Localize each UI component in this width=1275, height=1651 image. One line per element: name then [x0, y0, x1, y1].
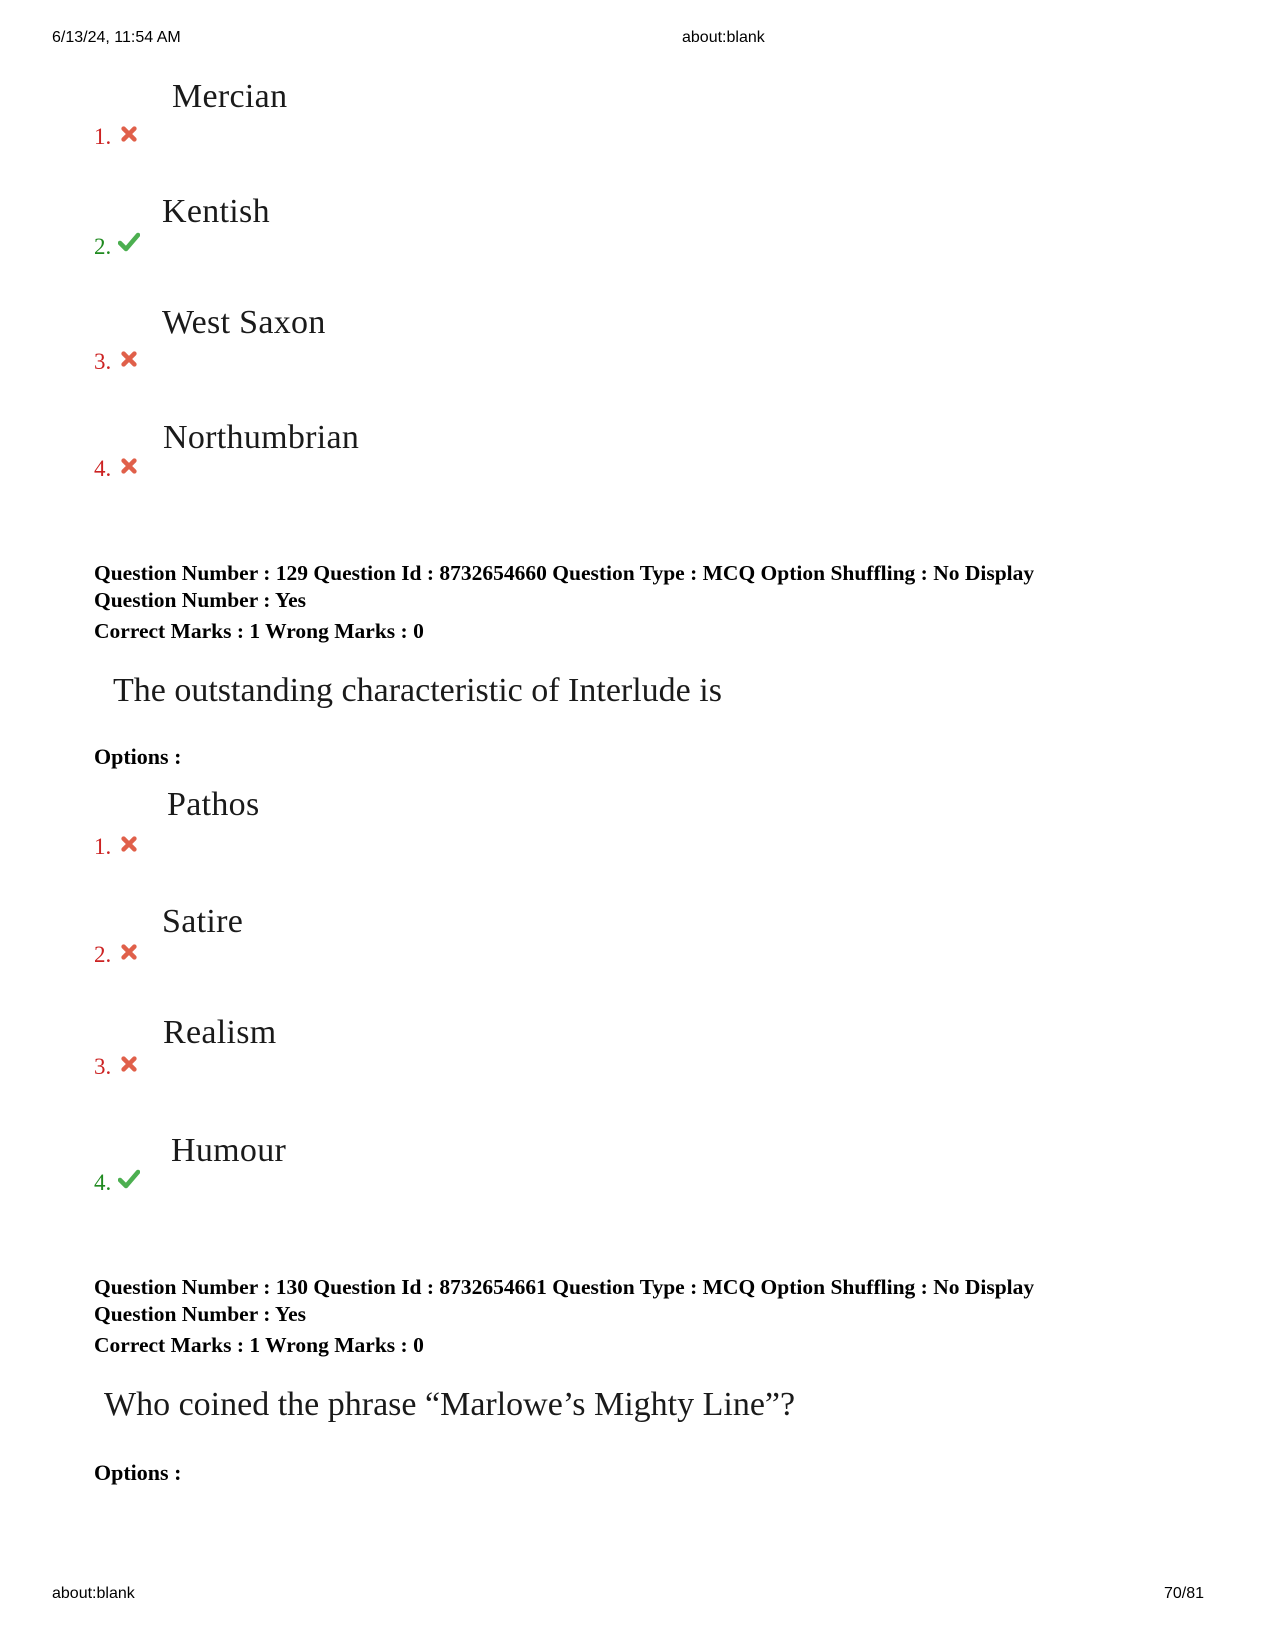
cross-icon: [120, 943, 138, 961]
option-text: West Saxon: [162, 304, 326, 341]
option-number: 4.: [94, 456, 112, 481]
question-meta-line: Question Number : Yes: [94, 588, 307, 612]
option-text: Northumbrian: [163, 419, 360, 456]
question-meta: [94, 560, 1034, 645]
print-url: about:blank: [682, 29, 765, 46]
option-number: 3.: [94, 1054, 112, 1079]
option-number: 4.: [94, 1170, 112, 1195]
question-marks: Correct Marks : 1 Wrong Marks : 0: [94, 1333, 424, 1357]
option-text: Realism: [163, 1014, 277, 1051]
cross-icon: [120, 457, 138, 475]
question-meta-line: Question Number : Yes: [94, 1302, 307, 1326]
option-text: Kentish: [162, 193, 270, 230]
question-meta: [94, 1274, 1034, 1359]
cross-icon: [120, 125, 138, 143]
check-icon: [118, 232, 140, 252]
option-text: Pathos: [167, 786, 260, 823]
option-number: 1.: [94, 834, 112, 859]
option-text: Mercian: [172, 78, 288, 115]
option-number: 2.: [94, 234, 112, 259]
question-text: The outstanding characteristic of Interlude is: [113, 672, 722, 709]
cross-icon: [120, 350, 138, 368]
cross-icon: [120, 835, 138, 853]
footer-url: about:blank: [52, 1585, 135, 1602]
option-number: 3.: [94, 349, 112, 374]
option-number: 2.: [94, 942, 112, 967]
question-meta-line: Question Number : 130 Question Id : 8732654661 Question Type : MCQ Option Shuffling : No Display: [94, 1275, 1035, 1299]
option-text: Satire: [162, 903, 244, 940]
options-label: Options :: [94, 744, 182, 769]
option-number: 1.: [94, 124, 112, 149]
cross-icon: [120, 1055, 138, 1073]
check-icon: [118, 1169, 140, 1189]
options-label: Options :: [94, 1460, 182, 1485]
question-meta-line: Question Number : 129 Question Id : 8732654660 Question Type : MCQ Option Shuffling : No Display: [94, 561, 1035, 585]
option-text: Humour: [171, 1132, 287, 1169]
page-number: 70/81: [1164, 1585, 1205, 1602]
print-datetime: 6/13/24, 11:54 AM: [52, 29, 181, 46]
question-text: Who coined the phrase “Marlowe’s Mighty Line”?: [104, 1386, 796, 1423]
question-marks: Correct Marks : 1 Wrong Marks : 0: [94, 619, 424, 643]
